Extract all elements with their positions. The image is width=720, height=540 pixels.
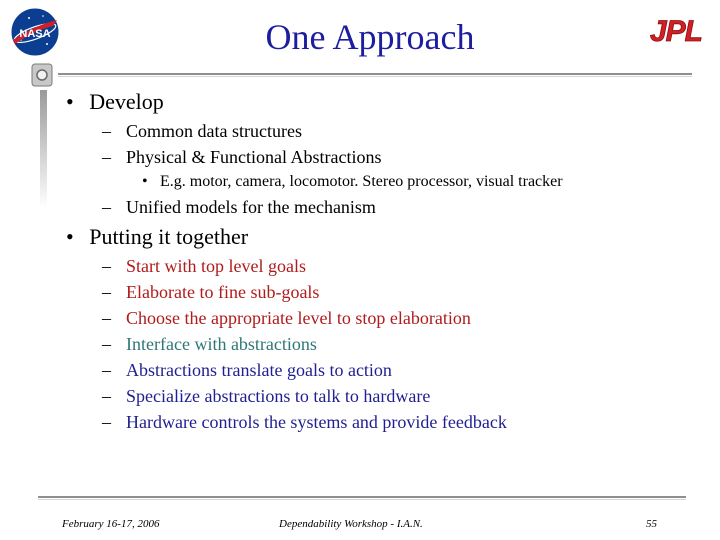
list-item <box>102 146 382 168</box>
bullet-develop <box>66 90 164 114</box>
bullet-putting-together <box>66 225 248 249</box>
jpl-logo-text: JPL <box>649 15 703 46</box>
list-item <box>102 255 306 277</box>
dash-icon: – <box>102 412 111 432</box>
bullet-icon: • <box>66 224 74 249</box>
list-item-text: Unified models for the mechanism <box>126 197 376 217</box>
nasa-logo-text: NASA <box>19 28 51 40</box>
list-item <box>102 120 302 142</box>
dash-icon: – <box>102 334 111 354</box>
dash-icon: – <box>102 386 111 406</box>
bullet-develop-label: Develop <box>89 89 164 114</box>
sub-list-item <box>142 172 563 192</box>
footer-date: February 16-17, 2006 <box>62 518 160 530</box>
list-item-text: Elaborate to fine sub-goals <box>126 282 320 302</box>
vertical-accent-bar <box>40 90 47 208</box>
list-item <box>102 359 392 381</box>
footer-event: Dependability Workshop - I.A.N. <box>279 518 423 530</box>
list-item <box>102 307 471 329</box>
list-item-text: Hardware controls the systems and provide feedback <box>126 412 507 432</box>
dash-icon: – <box>102 121 111 141</box>
jpl-logo <box>636 14 716 46</box>
bullet-icon: • <box>66 89 74 114</box>
page-number: 55 <box>646 518 657 530</box>
list-item-text: Specialize abstractions to talk to hardware <box>126 386 431 406</box>
bullet-putting-together-label: Putting it together <box>89 224 249 249</box>
dash-icon: – <box>102 197 111 217</box>
list-item-text: Interface with abstractions <box>126 334 317 354</box>
header-rule-highlight <box>58 76 692 77</box>
list-item <box>102 385 431 407</box>
footer-rule-highlight <box>38 499 686 500</box>
sub-list-item-text: E.g. motor, camera, locomotor. Stereo processor, visual tracker <box>160 173 563 190</box>
dash-icon: – <box>102 360 111 380</box>
dash-icon: – <box>102 308 111 328</box>
sub-bullet-icon: • <box>142 173 148 190</box>
list-item <box>102 333 317 355</box>
list-item-text: Choose the appropriate level to stop elaboration <box>126 308 471 328</box>
list-item-text: Physical & Functional Abstractions <box>126 147 382 167</box>
dash-icon: – <box>102 147 111 167</box>
list-item <box>102 411 507 433</box>
bullet-knob-icon <box>30 62 54 88</box>
slide-title: One Approach <box>265 17 475 57</box>
dash-icon: – <box>102 256 111 276</box>
header-rule <box>58 73 692 75</box>
list-item <box>102 196 376 218</box>
dash-icon: – <box>102 282 111 302</box>
list-item <box>102 281 320 303</box>
list-item-text: Abstractions translate goals to action <box>126 360 392 380</box>
list-item-text: Common data structures <box>126 121 302 141</box>
list-item-text: Start with top level goals <box>126 256 306 276</box>
footer-rule <box>38 496 686 498</box>
